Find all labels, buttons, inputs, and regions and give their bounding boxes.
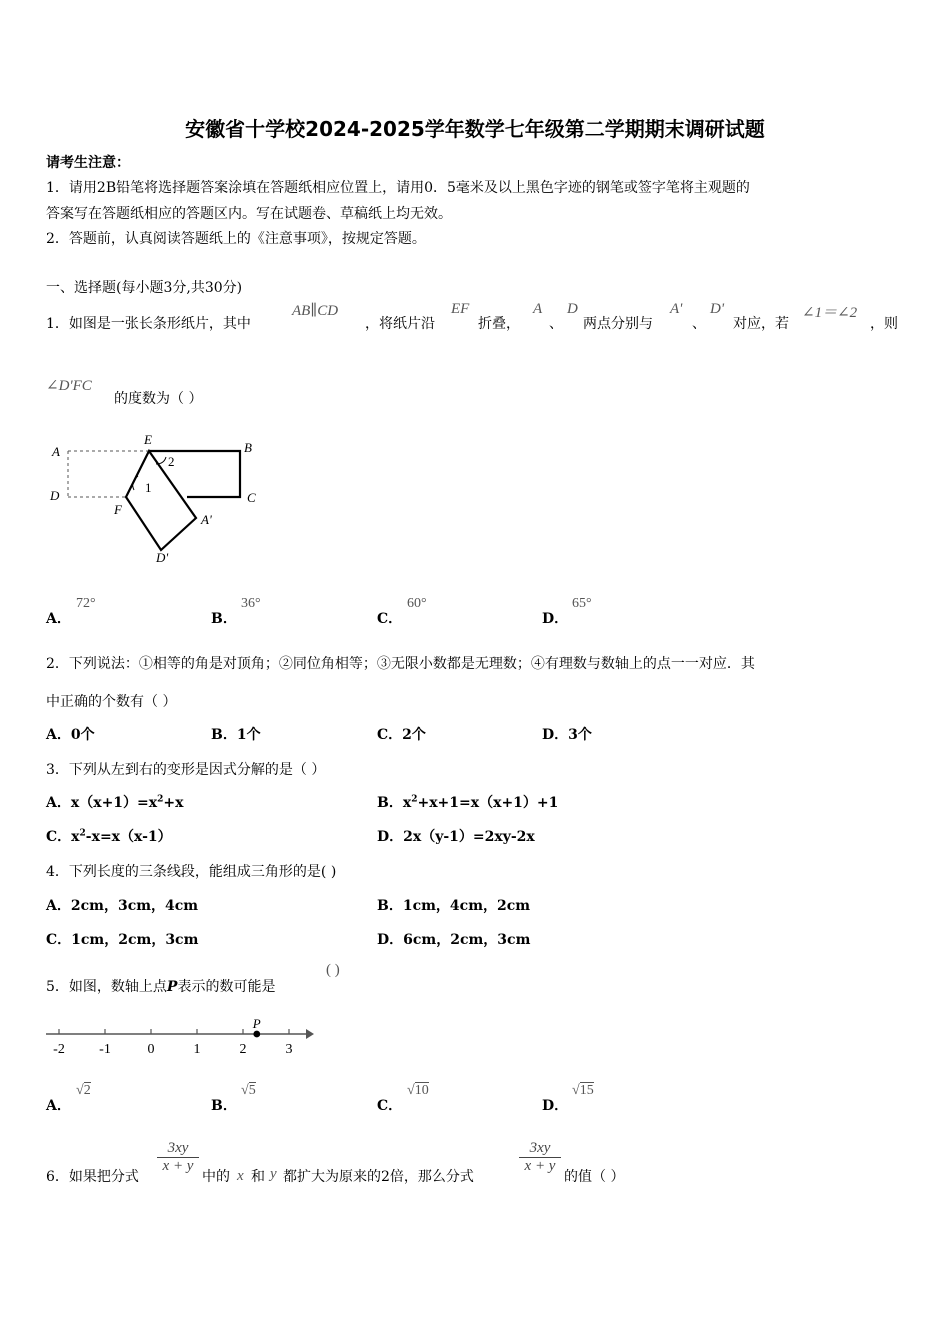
math-y: y [270,1166,277,1182]
question-2-line-1: 2．下列说法：①相等的角是对顶角；②同位角相等；③无限小数都是无理数；④有理数与数轴上的点一一对应．其 [46,656,755,672]
option-b[interactable]: B．$x^2+x+1=x(x+1)+1$ [377,794,559,811]
option-d[interactable]: D．6cm，2cm，3cm [377,932,531,948]
question-6-text: 6．如果把分式 [46,1169,139,1185]
axis-tick-label: -1 [99,1042,111,1057]
label-b: B [244,440,252,455]
label-a: A [52,444,60,459]
label-c: C [247,490,256,505]
question-text: 、 [549,316,563,332]
math-a-prime: A' [670,301,683,317]
math-a: A [533,301,543,317]
question-6-text: 和 [251,1169,265,1185]
option-c[interactable]: C．$x^2-x=x(x-1)$ [46,828,172,845]
label-angle-2: 2 [168,454,175,469]
question-text: ，将纸片沿 [365,316,435,332]
option-d[interactable]: D． [542,1098,569,1114]
option-b[interactable]: B． [211,611,237,627]
option-d-value: √15 [572,1083,594,1098]
question-text: 如图是一张长条形纸片，其中 [68,316,251,332]
option-a[interactable]: A．2cm，3cm，4cm [46,898,199,914]
option-d[interactable]: D．3个 [542,727,592,743]
math-d: D [567,301,578,317]
axis-tick-label: 1 [193,1042,201,1057]
option-c[interactable]: C． [377,1098,403,1114]
notice-item-2: 2．答题前，认真阅读答题纸上的《注意事项》，按规定答题。 [46,231,426,247]
option-a-value: 72° [76,596,96,611]
axis-tick-label: 2 [239,1042,247,1057]
option-a[interactable]: A．$x(x+1)=x^2+x$ [46,794,184,811]
question-text: ，则 [870,316,898,332]
strip-edge [149,451,240,497]
point-p-label: P [252,1016,261,1031]
option-c-value: √10 [407,1083,429,1098]
axis-tick-label: 3 [285,1042,293,1057]
question-text: 、 [692,316,706,332]
axis-arrow [306,1029,314,1039]
question-text: 对应，若 [733,316,789,332]
label-f: F [114,502,122,517]
option-a-value: √2 [76,1083,91,1098]
notice-item-1-line-1: 1．请用2B铅笔将选择题答案涂填在答题纸相应位置上，请用0．5毫米及以上黑色字迹的钢笔或签字笔将主观题的 [46,180,750,196]
page-title: 安徽省十学校2024-2025学年数学七年级第二学期期末调研试题 [185,117,765,141]
answer-parenthesis: ( ) [326,962,340,978]
question-number: 1． [46,316,69,332]
question-4-stem: 4．下列长度的三条线段，能组成三角形的是( ) [46,864,337,880]
question-6-text: 的值（ ） [564,1169,625,1185]
fraction-2: 3xy x + y [519,1140,561,1175]
label-e: E [144,432,152,447]
notice-item-1-line-2: 答案写在答题纸相应的答题区内。写在试题卷、草稿纸上均无效。 [46,206,452,222]
label-d: D [50,488,60,503]
question-text: 折叠， [478,316,520,332]
question-text: 的度数为（ ） [114,391,203,407]
option-c[interactable]: C． [377,611,403,627]
question-3-stem: 3．下列从左到右的变形是因式分解的是（ ） [46,762,326,778]
label-angle-1: 1 [145,480,152,495]
math-x: x [237,1168,244,1184]
label-a-prime: A' [201,512,212,527]
axis-tick-label: 0 [147,1042,155,1057]
option-d[interactable]: D．2x（y-1）=2xy-2x [377,829,535,845]
math-angle-equality: ∠1＝∠2 [802,305,858,321]
math-ab-parallel-cd: AB∥CD [292,303,339,319]
option-d-value: 65° [572,596,592,611]
question-6-text: 都扩大为原来的2倍，那么分式 [283,1169,474,1185]
option-d[interactable]: D． [542,611,569,627]
option-b[interactable]: B． [211,1098,237,1114]
option-a[interactable]: A． [46,611,71,627]
section-heading: 一、选择题(每小题3分,共30分) [46,280,243,296]
folded-part [126,451,196,550]
question-6-text: 中的 [202,1169,230,1185]
point-p [253,1031,260,1038]
folded-strip-figure [44,430,264,570]
option-b-value: √5 [241,1083,256,1098]
option-a[interactable]: A． [46,1098,71,1114]
option-c[interactable]: C．2个 [377,727,426,743]
math-angle-dfc: ∠D'FC [46,378,92,394]
fraction-1: 3xy x + y [157,1140,199,1175]
math-ef: EF [451,301,470,317]
question-5-stem: 5．如图，数轴上点P表示的数可能是 [46,979,276,995]
notice-heading: 请考生注意： [46,155,130,171]
option-b[interactable]: B．1个 [211,727,261,743]
number-line [40,1012,320,1062]
question-text: 两点分别与 [583,316,653,332]
option-b-value: 36° [241,596,261,611]
axis-tick-label: -2 [53,1042,65,1057]
option-a[interactable]: A．0个 [46,727,95,743]
question-1-stem [46,313,251,333]
math-d-prime: D' [710,301,725,317]
option-c[interactable]: C．1cm，2cm，3cm [46,932,199,948]
option-b[interactable]: B．1cm，4cm，2cm [377,898,531,914]
question-2-line-2: 中正确的个数有（ ） [46,694,177,710]
label-d-prime: D' [156,550,169,565]
option-c-value: 60° [407,596,427,611]
